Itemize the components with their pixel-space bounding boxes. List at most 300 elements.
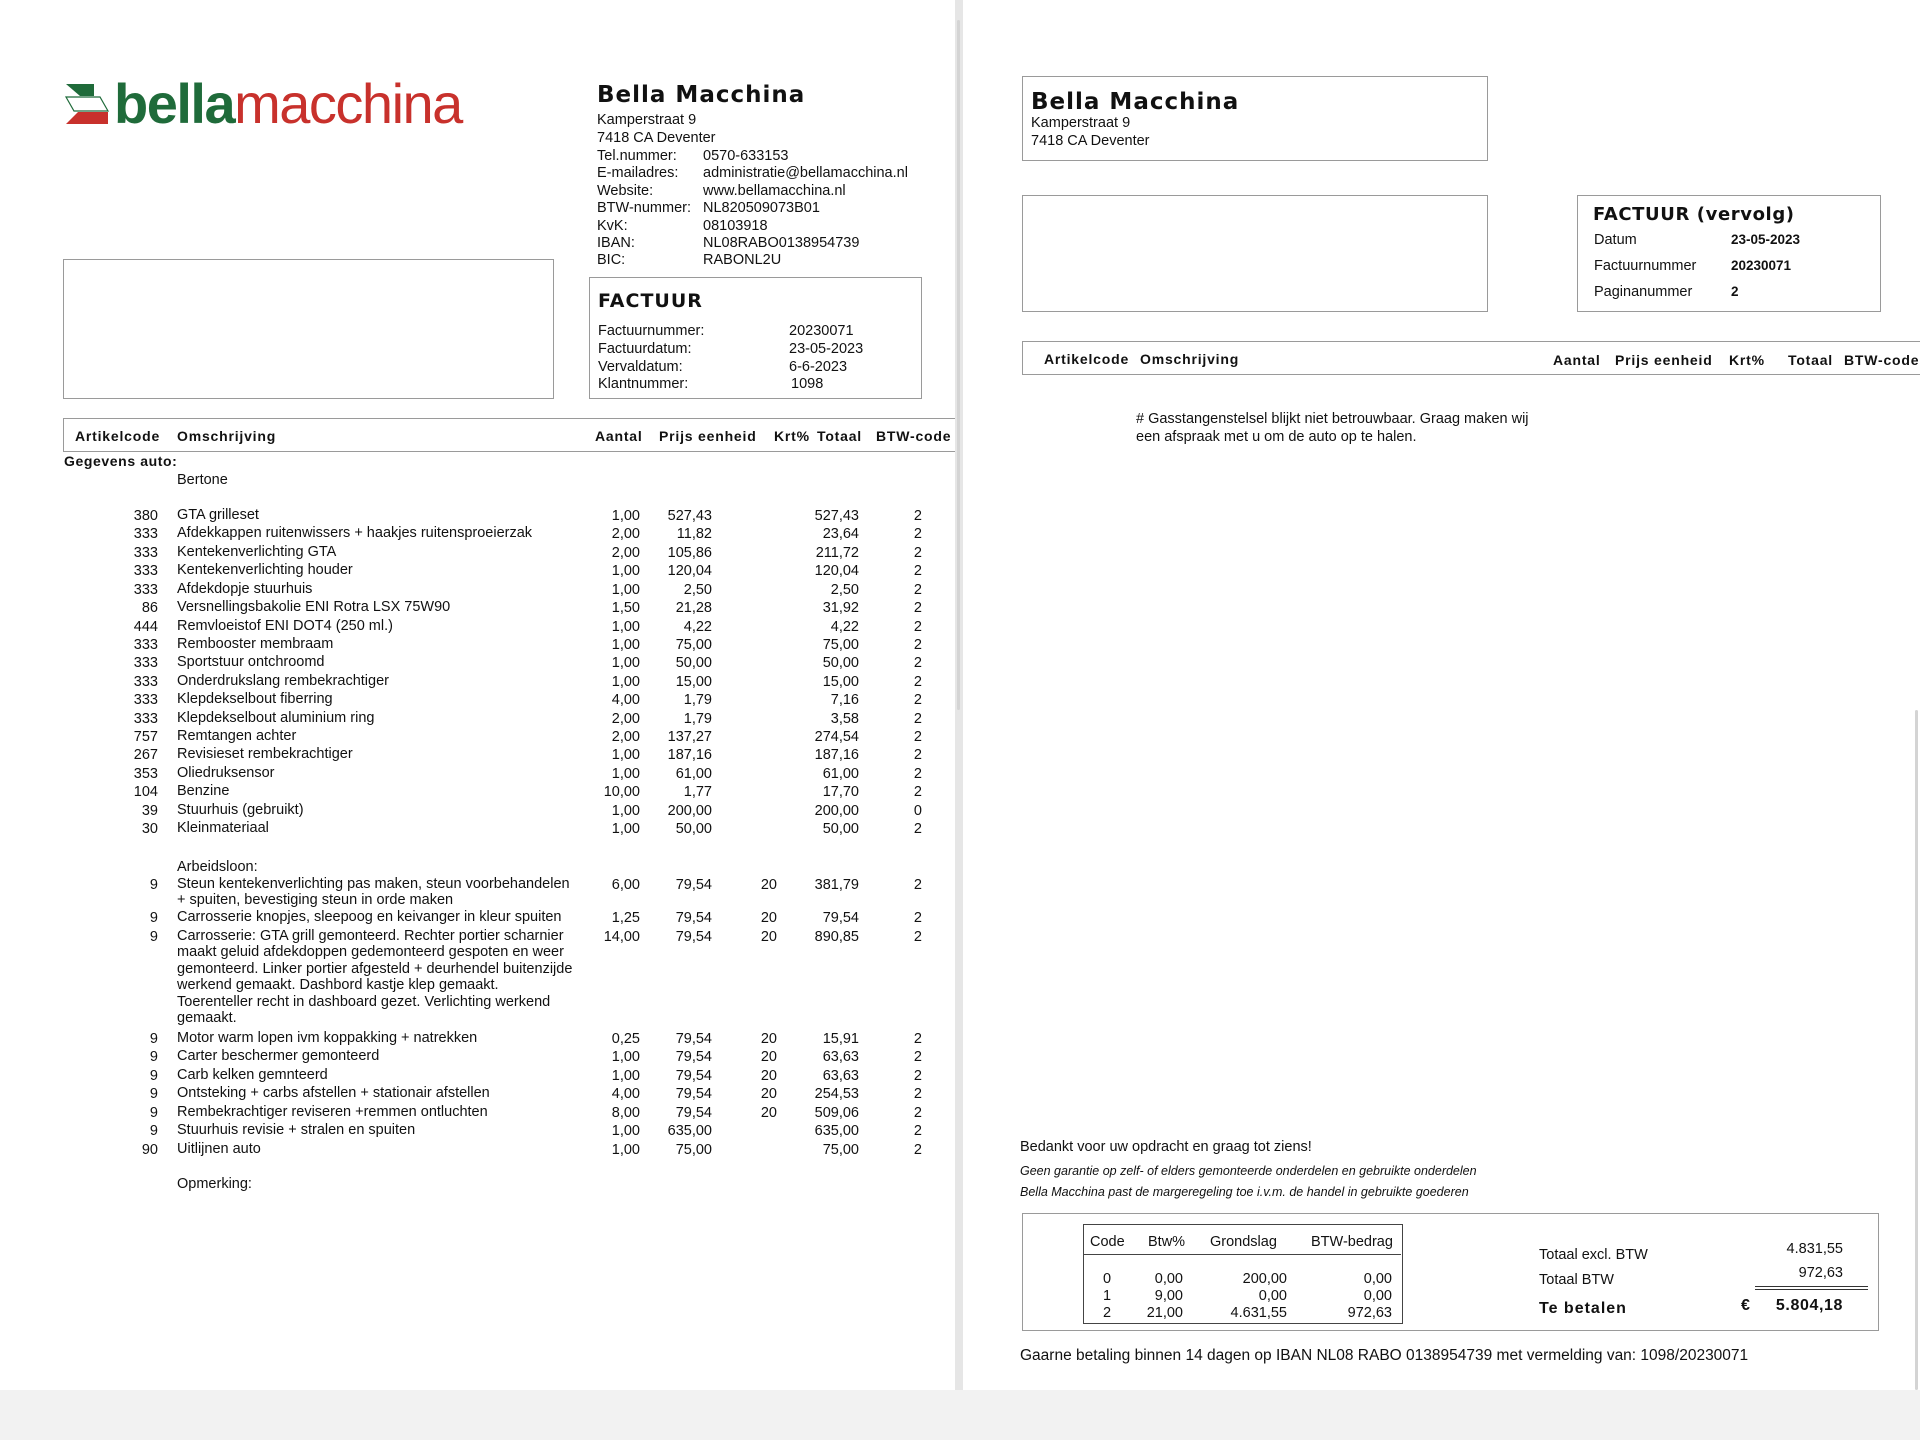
- logo-mark-icon: [64, 82, 110, 126]
- page2-field-value: 23-05-2023: [1731, 232, 1801, 247]
- col-header-total: Totaal: [817, 428, 862, 444]
- cell-code: 30: [141, 821, 158, 838]
- cell-price: 200,00: [667, 802, 712, 819]
- cell-total: 4,22: [830, 618, 859, 635]
- cell-total: 509,06: [814, 1105, 859, 1121]
- page2-customer-box: [1022, 195, 1488, 312]
- cell-price: 2,50: [683, 581, 712, 598]
- table-row: [0, 929, 955, 1029]
- cell-code: 9: [149, 1086, 158, 1102]
- table-row: [0, 600, 955, 618]
- cell-code: 9: [149, 910, 158, 926]
- cell-code: 9: [149, 1049, 158, 1065]
- cell-total: 61,00: [822, 765, 859, 782]
- company-logo: [64, 72, 462, 135]
- cell-code: 333: [133, 544, 158, 561]
- cell-code: 333: [133, 526, 158, 543]
- table-row: [0, 784, 955, 802]
- cell-code: 444: [133, 618, 158, 635]
- vat-header-code: Code: [1090, 1234, 1125, 1250]
- cell-qty: 1,00: [611, 508, 640, 524]
- cell-desc: Sportstuur ontchroomd: [177, 654, 325, 671]
- page2-field-label: Datum: [1594, 232, 1637, 248]
- cell-price: 635,00: [667, 1123, 712, 1139]
- cell-desc: Afdekkappen ruitenwissers + haakjes ruitensproeierzak: [177, 525, 533, 542]
- cell-krt: 20: [760, 910, 777, 926]
- cell-btw: 2: [913, 581, 922, 598]
- cell-code: 757: [133, 729, 158, 746]
- cell-btw: 2: [913, 1105, 922, 1121]
- cell-price: 105,86: [667, 544, 712, 561]
- vat-header-pct: Btw%: [1148, 1234, 1186, 1250]
- cell-qty: 1,00: [611, 821, 640, 838]
- cell-total: 381,79: [814, 877, 859, 893]
- cell-krt: 20: [760, 877, 777, 893]
- total-excl-value: 4.831,55: [1786, 1241, 1843, 1257]
- cell-desc: Onderdrukslang rembekrachtiger: [177, 672, 389, 689]
- vat-header-amount: BTW-bedrag: [1311, 1234, 1393, 1250]
- contact-label: Tel.nummer:: [597, 148, 677, 164]
- cell-desc: Kentekenverlichting GTA: [177, 543, 337, 560]
- table-row: [0, 655, 955, 673]
- cell-btw: 2: [913, 729, 922, 746]
- table-row: [0, 1086, 955, 1104]
- cell-price: 79,54: [675, 1068, 712, 1084]
- vat-cell-base: 0,00: [1258, 1288, 1287, 1304]
- cell-code: 333: [133, 710, 158, 727]
- cell-total: 50,00: [822, 655, 859, 672]
- cell-code: 9: [149, 1031, 158, 1047]
- cell-price: 21,28: [675, 600, 712, 617]
- cell-krt: 20: [760, 1105, 777, 1121]
- cell-code: 9: [149, 1068, 158, 1084]
- cell-total: 15,00: [822, 673, 859, 690]
- cell-desc: Afdekdopje stuurhuis: [177, 580, 313, 597]
- page2-field-row: [1594, 258, 1864, 275]
- page2-col-header-btw: BTW-code: [1844, 352, 1920, 368]
- cell-price: 79,54: [675, 1086, 712, 1102]
- page2-field-label: Paginanummer: [1594, 284, 1693, 300]
- cell-desc: Motor warm lopen ivm koppakking + natrekken: [177, 1030, 478, 1046]
- page2-company-box: [1022, 76, 1488, 161]
- cell-code: 39: [141, 802, 158, 819]
- cell-total: 31,92: [822, 600, 859, 617]
- vat-cell-amount: 0,00: [1363, 1288, 1392, 1304]
- cell-total: 635,00: [814, 1123, 859, 1139]
- table-row: [0, 729, 955, 747]
- cell-price: 75,00: [675, 1142, 712, 1158]
- cell-qty: 2,00: [611, 544, 640, 561]
- cell-qty: 1,00: [611, 1068, 640, 1084]
- table-row: [0, 877, 955, 910]
- invoice-title: FACTUUR: [598, 290, 703, 312]
- col-header-qty: Aantal: [595, 428, 643, 444]
- cell-btw: 2: [913, 1031, 922, 1047]
- table-row: [0, 545, 955, 563]
- cell-desc: Stuurhuis (gebruikt): [177, 801, 304, 818]
- page2-col-header-total: Totaal: [1788, 352, 1833, 368]
- cell-qty: 1,00: [611, 655, 640, 672]
- cell-total: 79,54: [822, 910, 859, 926]
- cell-total: 187,16: [814, 747, 859, 764]
- vat-cell-code: 1: [1103, 1288, 1112, 1304]
- table-row: [0, 674, 955, 692]
- cell-price: 137,27: [667, 729, 712, 746]
- cell-btw: 2: [913, 655, 922, 672]
- contact-label: BTW-nummer:: [597, 200, 691, 217]
- cell-price: 79,54: [675, 1105, 712, 1121]
- cell-btw: 2: [913, 821, 922, 838]
- car-name: Bertone: [177, 472, 228, 488]
- cell-code: 104: [133, 784, 158, 801]
- cell-qty: 2,00: [611, 526, 640, 543]
- cell-qty: 4,00: [611, 692, 640, 709]
- vat-cell-amount: 972,63: [1347, 1305, 1392, 1321]
- cell-price: 79,54: [675, 1031, 712, 1047]
- cell-code: 333: [133, 655, 158, 672]
- invoice-field-label: Klantnummer:: [598, 376, 689, 393]
- cell-price: 187,16: [667, 747, 712, 764]
- cell-code: 90: [141, 1142, 158, 1158]
- invoice-page-2: [963, 0, 1920, 1390]
- table-row: [0, 910, 955, 928]
- cell-price: 75,00: [675, 636, 712, 653]
- vat-cell-base: 4.631,55: [1230, 1305, 1287, 1321]
- cell-btw: 2: [913, 929, 922, 945]
- cell-total: 50,00: [822, 821, 859, 838]
- cell-price: 79,54: [675, 929, 712, 945]
- cell-total: 2,50: [830, 581, 859, 598]
- total-double-rule: [1755, 1286, 1868, 1290]
- cell-btw: 2: [913, 1123, 922, 1139]
- cell-btw: 2: [913, 1142, 922, 1158]
- cell-desc: Kleinmateriaal: [177, 820, 269, 837]
- cell-price: 50,00: [675, 655, 712, 672]
- cell-desc: Carb kelken gemnteerd: [177, 1067, 328, 1083]
- table-row: [0, 747, 955, 765]
- cell-qty: 6,00: [611, 877, 640, 893]
- cell-btw: 2: [913, 910, 922, 926]
- cell-desc: Rembooster membraam: [177, 635, 334, 652]
- invoice-page-1: [0, 0, 955, 1390]
- table-row: [0, 637, 955, 655]
- cell-btw: 2: [913, 1049, 922, 1065]
- cell-total: 527,43: [814, 508, 859, 524]
- contact-value: 0570-633153: [703, 148, 789, 164]
- total-excl-label: Totaal excl. BTW: [1539, 1247, 1648, 1263]
- customer-address-box: [63, 259, 554, 399]
- invoice-info-box: [589, 277, 922, 399]
- page2-company-address: [1031, 115, 1150, 150]
- labor-section-label: Arbeidsloon:: [177, 859, 258, 875]
- page2-invoice-info-box: [1577, 195, 1881, 312]
- contact-value: RABONL2U: [703, 252, 782, 269]
- cell-desc: Klepdekselbout fiberring: [177, 691, 333, 708]
- cell-desc: Remtangen achter: [177, 728, 297, 745]
- cell-desc: Uitlijnen auto: [177, 1141, 261, 1157]
- cell-code: 333: [133, 563, 158, 580]
- company-address: [597, 112, 716, 147]
- cell-code: 86: [141, 600, 158, 617]
- cell-qty: 8,00: [611, 1105, 640, 1121]
- cell-qty: 1,00: [611, 636, 640, 653]
- cell-price: 11,82: [676, 526, 712, 543]
- cell-krt: 20: [760, 929, 777, 945]
- logo-wordmark: bellamacchina: [114, 72, 462, 135]
- cell-total: 211,72: [815, 544, 859, 561]
- cell-price: 4,22: [683, 618, 712, 635]
- cell-price: 1,79: [683, 692, 712, 709]
- cell-desc: Remvloeistof ENI DOT4 (250 ml.): [177, 617, 393, 634]
- total-pay-label: Te betalen: [1539, 1300, 1627, 1317]
- contact-value: NL08RABO0138954739: [703, 235, 860, 251]
- cell-desc: Klepdekselbout aluminium ring: [177, 709, 375, 726]
- cell-price: 61,00: [675, 765, 712, 782]
- cell-qty: 1,00: [611, 1123, 640, 1139]
- page2-company-city: 7418 CA Deventer: [1031, 132, 1150, 149]
- cell-krt: 20: [760, 1068, 777, 1084]
- cell-price: 1,79: [683, 710, 712, 727]
- table-row: [0, 766, 955, 784]
- cell-btw: 2: [913, 747, 922, 764]
- cell-desc: Oliedruksensor: [177, 764, 275, 781]
- table-row: [0, 692, 955, 710]
- contact-row: [597, 235, 917, 252]
- page2-field-value: 20230071: [1731, 258, 1792, 273]
- page2-col-header-price: Prijs eenheid: [1615, 352, 1713, 368]
- cell-btw: 0: [913, 802, 922, 819]
- col-header-price: Prijs eenheid: [659, 428, 757, 444]
- invoice-field-value: 23-05-2023: [789, 340, 864, 357]
- cell-total: 274,54: [814, 729, 859, 746]
- contact-row: [597, 252, 917, 269]
- table-row: [0, 803, 955, 821]
- cell-krt: 20: [760, 1086, 777, 1102]
- table-row: [0, 1105, 955, 1123]
- page2-field-row: [1594, 284, 1864, 301]
- page2-col-header-qty: Aantal: [1553, 352, 1601, 368]
- remark-note-line-2: een afspraak met u om de auto op te halen.: [1136, 428, 1417, 445]
- invoice-field-value: 20230071: [789, 323, 854, 339]
- invoice-field-label: Vervaldatum:: [598, 358, 683, 375]
- cell-qty: 4,00: [611, 1086, 640, 1102]
- disclaimer-warranty: Geen garantie op zelf- of elders gemonteerde onderdelen en gebruikte onderdelen: [1020, 1164, 1477, 1178]
- cell-desc: Benzine: [177, 783, 230, 800]
- cell-btw: 2: [913, 710, 922, 727]
- cell-total: 63,63: [822, 1049, 859, 1065]
- contact-label: E-mailadres:: [597, 165, 679, 182]
- cell-qty: 1,25: [611, 910, 640, 926]
- table-row: [0, 563, 955, 581]
- table-row: [0, 582, 955, 600]
- car-section-label: Gegevens auto:: [64, 453, 178, 469]
- cell-code: 9: [149, 877, 158, 893]
- cell-code: 333: [133, 673, 158, 690]
- cell-btw: 2: [913, 692, 922, 709]
- cell-btw: 2: [913, 673, 922, 690]
- contact-value: 08103918: [703, 217, 768, 234]
- cell-desc: Kentekenverlichting houder: [177, 562, 353, 579]
- page2-field-label: Factuurnummer: [1594, 258, 1697, 274]
- cell-desc: Steun kentekenverlichting pas maken, steun voorbehandelen + spuiten, bevestiging steun in orde maken: [177, 876, 570, 909]
- vat-cell-pct: 0,00: [1154, 1271, 1183, 1287]
- contact-row: [597, 218, 917, 235]
- cell-code: 333: [133, 692, 158, 709]
- cell-btw: 2: [913, 636, 922, 653]
- vat-cell-code: 2: [1103, 1305, 1112, 1321]
- cell-total: 200,00: [814, 802, 859, 819]
- cell-price: 79,54: [675, 910, 712, 926]
- remark-label: Opmerking:: [177, 1176, 252, 1192]
- cell-qty: 1,00: [611, 581, 640, 598]
- cell-qty: 0,25: [611, 1031, 640, 1047]
- cell-desc: Carter beschermer gemonteerd: [177, 1048, 380, 1064]
- cell-desc: Revisieset rembekrachtiger: [177, 746, 353, 763]
- table-row: [0, 1142, 955, 1160]
- cell-total: 63,63: [822, 1068, 859, 1084]
- cell-btw: 2: [913, 1068, 922, 1084]
- cell-btw: 2: [913, 526, 922, 543]
- cell-price: 1,77: [683, 784, 712, 801]
- cell-qty: 1,00: [611, 1049, 640, 1065]
- invoice-field-value: 6-6-2023: [789, 358, 848, 375]
- cell-qty: 10,00: [603, 784, 640, 801]
- remark-note: [1136, 411, 1529, 446]
- page2-col-header-krt: Krt%: [1729, 352, 1765, 368]
- cell-price: 50,00: [675, 821, 712, 838]
- cell-btw: 2: [913, 600, 922, 617]
- page2-field-value: 2: [1731, 284, 1739, 299]
- vat-row: [1084, 1271, 1402, 1288]
- cell-code: 353: [133, 765, 158, 782]
- cell-desc: Ontsteking + carbs afstellen + stationair afstellen: [177, 1085, 490, 1101]
- remark-note-line-1: # Gasstangenstelsel blijkt niet betrouwbaar. Graag maken wij: [1136, 411, 1529, 427]
- contact-label: IBAN:: [597, 235, 635, 251]
- cell-btw: 2: [913, 784, 922, 801]
- cell-code: 333: [133, 581, 158, 598]
- cell-qty: 1,00: [611, 765, 640, 782]
- table-row: [0, 526, 955, 544]
- company-street: Kamperstraat 9: [597, 112, 697, 128]
- page1-scrollbar[interactable]: [957, 20, 960, 710]
- invoice-field-label: Factuurnummer:: [598, 323, 705, 339]
- contact-row: [597, 165, 917, 182]
- page2-col-header-desc: Omschrijving: [1140, 351, 1240, 367]
- cell-desc: Rembekrachtiger reviseren +remmen ontluchten: [177, 1104, 488, 1120]
- contact-label: Website:: [597, 182, 654, 199]
- vat-header-base: Grondslag: [1210, 1234, 1277, 1250]
- total-currency: €: [1741, 1297, 1750, 1314]
- contact-row: [597, 183, 917, 200]
- invoice-field-row: [598, 341, 898, 358]
- contact-value: administratie@bellamacchina.nl: [703, 165, 908, 182]
- cell-btw: 2: [913, 563, 922, 580]
- vat-table: [1083, 1224, 1403, 1324]
- cell-krt: 20: [760, 1031, 777, 1047]
- cell-qty: 2,00: [611, 729, 640, 746]
- cell-total: 75,00: [822, 1142, 859, 1158]
- cell-btw: 2: [913, 618, 922, 635]
- page2-invoice-title: FACTUUR (vervolg): [1593, 204, 1795, 225]
- cell-price: 79,54: [675, 1049, 712, 1065]
- cell-desc: GTA grilleset: [177, 507, 259, 523]
- table-row: [0, 1068, 955, 1086]
- cell-qty: 1,00: [611, 563, 640, 580]
- vat-row: [1084, 1288, 1402, 1305]
- contact-value: www.bellamacchina.nl: [703, 182, 846, 199]
- cell-desc: Versnellingsbakolie ENI Rotra LSX 75W90: [177, 599, 451, 616]
- table-row: [0, 508, 955, 526]
- cell-code: 267: [133, 747, 158, 764]
- vat-cell-pct: 9,00: [1154, 1288, 1183, 1304]
- cell-code: 9: [149, 929, 158, 945]
- viewer-bottom-bar: [0, 1390, 1920, 1440]
- vat-cell-amount: 0,00: [1363, 1271, 1392, 1287]
- col-header-code: Artikelcode: [75, 428, 161, 444]
- vat-cell-base: 200,00: [1242, 1271, 1287, 1287]
- payment-note: Gaarne betaling binnen 14 dagen op IBAN NL08 RABO 0138954739 met vermelding van: 1098/20230071: [1020, 1347, 1749, 1364]
- table-row: [0, 1031, 955, 1049]
- cell-total: 7,16: [830, 692, 859, 709]
- thanks-message: Bedankt voor uw opdracht en graag tot ziens!: [1020, 1139, 1312, 1155]
- cell-qty: 1,00: [611, 618, 640, 635]
- cell-desc: Carrosserie knopjes, sleepoog en keivanger in kleur spuiten: [177, 909, 562, 925]
- cell-qty: 14,00: [603, 929, 640, 945]
- disclaimer-margin: Bella Macchina past de margeregeling toe i.v.m. de handel in gebruikte goederen: [1020, 1185, 1469, 1199]
- cell-code: 380: [133, 508, 158, 524]
- contact-row: [597, 200, 917, 217]
- contact-row: [597, 148, 917, 165]
- company-name: Bella Macchina: [597, 82, 806, 108]
- cell-btw: 2: [913, 508, 922, 524]
- cell-btw: 2: [913, 544, 922, 561]
- page2-scrollbar[interactable]: [1915, 710, 1918, 1390]
- cell-qty: 1,00: [611, 1142, 640, 1158]
- contact-value: NL820509073B01: [703, 200, 820, 217]
- cell-price: 527,43: [667, 508, 712, 524]
- invoice-field-label: Factuurdatum:: [598, 340, 692, 357]
- contact-label: BIC:: [597, 252, 626, 269]
- cell-btw: 2: [913, 877, 922, 893]
- cell-total: 120,04: [814, 563, 859, 580]
- company-city: 7418 CA Deventer: [597, 129, 716, 146]
- cell-qty: 1,00: [611, 802, 640, 819]
- contact-label: KvK:: [597, 217, 628, 234]
- cell-btw: 2: [913, 1086, 922, 1102]
- page2-field-row: [1594, 232, 1864, 249]
- table-row: [0, 1123, 955, 1141]
- invoice-field-row: [598, 323, 898, 340]
- cell-desc: Carrosserie: GTA grill gemonteerd. Rechter portier scharnier maakt geluid afdekdoppen gedemonteerd gespoten en weer gemonteerd. Linker portier afgesteld + deurhendel buitenzijde werkend gemaakt. Dashbord kastje klep gemaakt. Toerenteller recht in dashboard gezet. Verlichting werkend gemaakt.: [177, 928, 573, 1027]
- col-header-desc: Omschrijving: [177, 428, 277, 444]
- total-btw-label: Totaal BTW: [1539, 1272, 1614, 1288]
- invoice-field-row: [598, 376, 898, 393]
- table-row: [0, 821, 955, 839]
- cell-price: 15,00: [675, 673, 712, 690]
- total-btw-value: 972,63: [1798, 1265, 1843, 1281]
- table-row: [0, 619, 955, 637]
- page2-col-header-code: Artikelcode: [1044, 351, 1130, 367]
- cell-qty: 1,00: [611, 673, 640, 690]
- cell-total: 75,00: [822, 636, 859, 653]
- cell-qty: 1,50: [611, 600, 640, 617]
- cell-total: 890,85: [814, 929, 859, 945]
- cell-btw: 2: [913, 765, 922, 782]
- cell-code: 9: [149, 1123, 158, 1139]
- cell-krt: 20: [760, 1049, 777, 1065]
- vat-table-divider: [1084, 1254, 1401, 1255]
- table-row: [0, 1049, 955, 1067]
